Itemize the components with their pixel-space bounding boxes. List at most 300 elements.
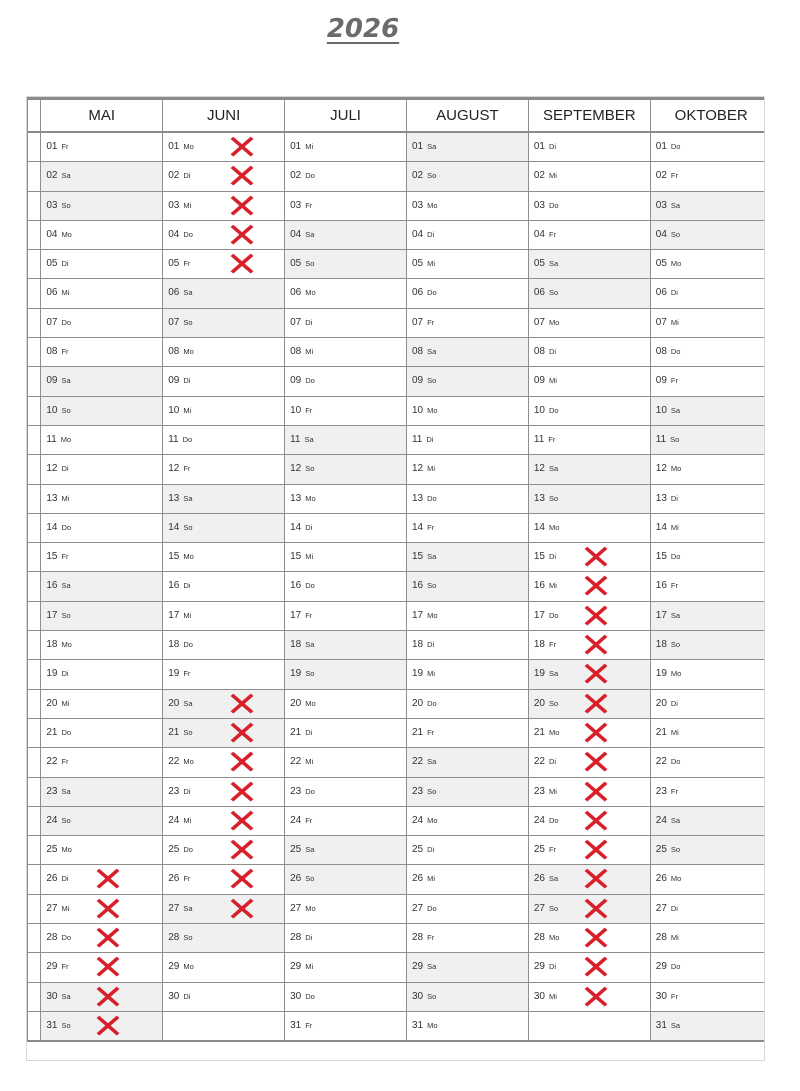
day-cell[interactable]: [528, 513, 650, 542]
day-cell[interactable]: [528, 689, 650, 718]
day-number: 01: [533, 141, 545, 152]
day-cell[interactable]: [163, 660, 285, 689]
weekday-label: Sa: [183, 903, 193, 913]
day-cell[interactable]: [406, 660, 528, 689]
day-cell[interactable]: [406, 865, 528, 894]
day-cell[interactable]: [285, 513, 407, 542]
day-number: 26: [168, 873, 180, 885]
day-cell[interactable]: [285, 455, 407, 484]
day-cell[interactable]: [285, 894, 407, 923]
weekday-label: Sa: [427, 347, 437, 357]
day-cell-content: [656, 397, 764, 425]
day-number: 03: [411, 199, 424, 211]
weekday-label: Di: [305, 317, 313, 327]
day-cell[interactable]: [406, 425, 528, 454]
weekday-label: Mi: [549, 376, 557, 386]
day-cell[interactable]: [285, 953, 407, 982]
day-cell[interactable]: [650, 689, 764, 718]
cross-mark-icon: ✕: [579, 864, 613, 895]
day-cell[interactable]: [163, 338, 285, 367]
left-margin-cell: [28, 99, 41, 133]
day-cell[interactable]: [528, 338, 650, 367]
day-cell[interactable]: [528, 777, 650, 806]
day-cell-content: [46, 279, 162, 307]
day-cell[interactable]: [528, 982, 650, 1011]
day-cell[interactable]: [528, 953, 650, 982]
day-number: 19: [290, 668, 302, 680]
day-cell[interactable]: [650, 806, 764, 835]
day-cell[interactable]: [285, 718, 407, 747]
day-cell[interactable]: [650, 1011, 764, 1041]
day-cell[interactable]: [163, 953, 285, 982]
day-cell[interactable]: [163, 162, 285, 191]
day-cell[interactable]: [41, 601, 163, 630]
cross-mark-icon: ✕: [579, 542, 613, 572]
day-cell-content: [412, 338, 528, 366]
day-cell[interactable]: [528, 836, 650, 865]
day-row: [28, 924, 765, 953]
day-cell[interactable]: [650, 748, 764, 777]
day-cell[interactable]: [285, 631, 407, 660]
weekday-label: Sa: [670, 1020, 681, 1030]
day-cell-content: [168, 133, 284, 161]
day-number: 04: [533, 228, 545, 240]
day-cell[interactable]: [163, 894, 285, 923]
day-number: 15: [46, 551, 58, 563]
day-cell[interactable]: [285, 220, 407, 249]
day-cell[interactable]: [41, 894, 163, 923]
day-cell[interactable]: [650, 308, 764, 337]
day-cell[interactable]: [41, 836, 163, 865]
day-cell[interactable]: [285, 484, 407, 513]
day-cell[interactable]: [285, 836, 407, 865]
day-number: 13: [655, 492, 667, 504]
day-cell[interactable]: [41, 982, 163, 1011]
day-cell[interactable]: [163, 982, 285, 1011]
day-cell[interactable]: [650, 396, 764, 425]
day-cell[interactable]: [406, 718, 528, 747]
weekday-label: Mo: [61, 845, 72, 855]
day-cell[interactable]: [285, 250, 407, 279]
day-number: 30: [290, 990, 302, 1002]
day-cell[interactable]: [285, 308, 407, 337]
day-cell[interactable]: [528, 894, 650, 923]
day-cell[interactable]: [528, 572, 650, 601]
day-cell[interactable]: [406, 601, 528, 630]
day-cell[interactable]: [163, 689, 285, 718]
day-number: 26: [411, 873, 424, 885]
day-cell[interactable]: [650, 162, 764, 191]
day-cell[interactable]: [285, 982, 407, 1011]
day-cell[interactable]: [285, 601, 407, 630]
day-cell[interactable]: [41, 806, 163, 835]
day-cell[interactable]: [41, 748, 163, 777]
cross-mark-icon: ✕: [225, 864, 259, 895]
day-cell-content: [290, 1012, 406, 1040]
day-row: [28, 279, 765, 308]
day-cell[interactable]: [41, 513, 163, 542]
weekday-label: Mo: [60, 434, 72, 444]
day-cell[interactable]: [41, 543, 163, 572]
day-cell[interactable]: [163, 572, 285, 601]
day-cell[interactable]: [650, 220, 764, 249]
day-cell[interactable]: [41, 191, 163, 220]
day-cell[interactable]: [41, 484, 163, 513]
day-cell[interactable]: [285, 191, 407, 220]
day-cell[interactable]: [163, 220, 285, 249]
weekday-label: Mo: [183, 962, 194, 972]
day-cell[interactable]: [285, 396, 407, 425]
day-cell[interactable]: [285, 689, 407, 718]
day-cell[interactable]: [406, 806, 528, 835]
day-cell[interactable]: [163, 279, 285, 308]
day-cell[interactable]: [163, 250, 285, 279]
day-cell[interactable]: [285, 279, 407, 308]
day-cell[interactable]: [528, 308, 650, 337]
day-cell[interactable]: [41, 132, 163, 162]
day-cell[interactable]: [41, 953, 163, 982]
day-cell[interactable]: [650, 777, 764, 806]
day-number: 22: [655, 756, 667, 768]
day-cell[interactable]: [285, 338, 407, 367]
left-margin-cell: [28, 777, 41, 806]
day-cell[interactable]: [41, 777, 163, 806]
day-number: 10: [655, 404, 667, 416]
weekday-label: So: [305, 874, 315, 884]
day-cell[interactable]: [528, 543, 650, 572]
day-number: 28: [533, 932, 545, 944]
weekday-label: Do: [670, 142, 681, 151]
weekday-label: Mi: [670, 522, 679, 532]
day-cell[interactable]: [163, 836, 285, 865]
day-cell[interactable]: [406, 953, 528, 982]
day-cell[interactable]: [406, 132, 528, 162]
day-cell[interactable]: [406, 279, 528, 308]
day-cell[interactable]: [528, 132, 650, 162]
day-number: 12: [290, 463, 302, 475]
weekday-label: Di: [61, 874, 69, 884]
weekday-label: Do: [427, 903, 437, 913]
month-header-september: SEPTEMBER: [528, 99, 650, 133]
cross-mark-icon: ✕: [579, 923, 613, 953]
day-cell[interactable]: [163, 806, 285, 835]
day-number: 03: [655, 199, 667, 211]
day-cell[interactable]: [650, 425, 764, 454]
day-cell[interactable]: [650, 631, 764, 660]
day-cell-content: [290, 631, 406, 659]
day-cell[interactable]: [163, 718, 285, 747]
day-number: 17: [411, 609, 424, 621]
day-cell[interactable]: [285, 367, 407, 396]
day-cell[interactable]: [650, 338, 764, 367]
day-number: 13: [290, 492, 302, 504]
day-number: 29: [290, 961, 302, 973]
day-cell[interactable]: [285, 660, 407, 689]
day-cell[interactable]: [41, 718, 163, 747]
day-cell[interactable]: [41, 455, 163, 484]
day-cell[interactable]: [528, 220, 650, 249]
day-cell[interactable]: [528, 250, 650, 279]
day-cell[interactable]: [406, 513, 528, 542]
day-cell[interactable]: [406, 220, 528, 249]
day-cell[interactable]: [528, 191, 650, 220]
day-cell[interactable]: [528, 367, 650, 396]
day-cell[interactable]: [406, 396, 528, 425]
day-cell[interactable]: [406, 367, 528, 396]
day-cell-content: [290, 455, 406, 483]
day-cell[interactable]: [650, 865, 764, 894]
day-cell[interactable]: [528, 484, 650, 513]
weekday-label: Di: [427, 229, 435, 239]
day-cell-content: [534, 309, 650, 337]
day-cell[interactable]: [285, 425, 407, 454]
day-cell[interactable]: [528, 601, 650, 630]
day-cell[interactable]: [650, 894, 764, 923]
day-cell[interactable]: [528, 748, 650, 777]
day-cell[interactable]: [41, 396, 163, 425]
day-cell[interactable]: [406, 894, 528, 923]
day-number: 15: [655, 551, 667, 563]
day-cell[interactable]: [163, 191, 285, 220]
day-cell-content: [534, 602, 650, 630]
day-number: 27: [655, 902, 667, 914]
day-cell[interactable]: [650, 982, 764, 1011]
day-number: 11: [168, 433, 179, 445]
day-cell-content: [290, 397, 406, 425]
day-number: 09: [290, 375, 302, 387]
day-cell[interactable]: [41, 924, 163, 953]
day-number: 18: [411, 639, 424, 651]
day-cell-content: [412, 924, 528, 952]
left-margin-cell: [28, 191, 41, 220]
day-number: 06: [655, 287, 667, 299]
weekday-label: So: [549, 903, 559, 913]
day-cell[interactable]: [528, 455, 650, 484]
weekday-label: Sa: [61, 581, 71, 591]
day-cell[interactable]: [163, 425, 285, 454]
day-cell[interactable]: [406, 484, 528, 513]
day-cell[interactable]: [41, 631, 163, 660]
day-cell[interactable]: [650, 279, 764, 308]
day-cell-content: [290, 690, 406, 718]
day-cell[interactable]: [406, 191, 528, 220]
day-cell[interactable]: [41, 162, 163, 191]
day-cell[interactable]: [528, 865, 650, 894]
weekday-label: Di: [61, 259, 69, 269]
day-cell-content: [168, 367, 284, 395]
day-number: 18: [533, 639, 545, 651]
day-cell[interactable]: [163, 484, 285, 513]
day-cell[interactable]: [650, 718, 764, 747]
day-cell[interactable]: [163, 631, 285, 660]
day-cell[interactable]: [285, 865, 407, 894]
day-cell[interactable]: [528, 396, 650, 425]
day-cell[interactable]: [163, 367, 285, 396]
day-cell[interactable]: [41, 865, 163, 894]
weekday-label: Sa: [305, 640, 315, 650]
day-cell-content: [46, 192, 162, 220]
day-cell[interactable]: [163, 396, 285, 425]
day-number: 02: [168, 170, 180, 182]
day-cell[interactable]: [41, 220, 163, 249]
day-cell-content: [168, 865, 284, 893]
day-cell[interactable]: [406, 631, 528, 660]
weekday-label: Do: [61, 317, 72, 327]
weekday-label: Sa: [670, 610, 681, 620]
day-cell[interactable]: [41, 425, 163, 454]
day-cell-content: [412, 660, 528, 688]
day-cell[interactable]: [406, 777, 528, 806]
day-cell[interactable]: [163, 543, 285, 572]
day-cell[interactable]: [650, 543, 764, 572]
day-cell[interactable]: [41, 572, 163, 601]
day-number: 30: [46, 990, 58, 1002]
day-cell[interactable]: [406, 455, 528, 484]
day-cell-content: [46, 221, 162, 249]
day-cell-content: [412, 865, 528, 893]
day-cell[interactable]: [41, 338, 163, 367]
weekday-label: Di: [183, 991, 191, 1001]
day-cell[interactable]: [285, 162, 407, 191]
day-cell[interactable]: [406, 748, 528, 777]
day-cell[interactable]: [650, 953, 764, 982]
day-cell[interactable]: [528, 718, 650, 747]
cross-mark-icon: ✕: [225, 747, 259, 778]
day-cell-content: [168, 631, 284, 659]
day-cell-content: [168, 572, 284, 600]
day-cell[interactable]: [163, 513, 285, 542]
day-cell[interactable]: [285, 748, 407, 777]
day-cell[interactable]: [163, 924, 285, 953]
day-number: 31: [46, 1019, 58, 1031]
day-cell[interactable]: [163, 455, 285, 484]
day-cell-content: [656, 133, 764, 161]
weekday-label: So: [427, 171, 437, 181]
day-cell[interactable]: [41, 689, 163, 718]
weekday-label: Di: [549, 962, 557, 972]
day-cell[interactable]: [650, 924, 764, 953]
day-cell[interactable]: [285, 777, 407, 806]
day-cell[interactable]: [650, 601, 764, 630]
day-cell[interactable]: [41, 308, 163, 337]
day-cell[interactable]: [650, 513, 764, 542]
cross-mark-icon: ✕: [225, 161, 259, 192]
day-cell[interactable]: [650, 132, 764, 162]
day-number: 24: [655, 814, 667, 826]
day-cell[interactable]: [406, 924, 528, 953]
day-cell[interactable]: [163, 308, 285, 337]
day-cell[interactable]: [650, 367, 764, 396]
day-cell[interactable]: [41, 1011, 163, 1041]
day-cell[interactable]: [285, 806, 407, 835]
weekday-label: Do: [427, 698, 437, 708]
day-cell[interactable]: [406, 1011, 528, 1041]
day-cell[interactable]: [528, 806, 650, 835]
day-cell-content: [656, 719, 764, 747]
day-cell[interactable]: [41, 250, 163, 279]
day-number: 11: [411, 433, 423, 445]
day-number: 06: [533, 287, 545, 299]
day-cell-content: [46, 953, 162, 981]
weekday-label: Do: [670, 757, 681, 767]
day-cell[interactable]: [406, 982, 528, 1011]
day-number: 21: [290, 726, 302, 738]
day-number: 25: [533, 844, 545, 856]
weekday-label: Fr: [305, 1020, 313, 1030]
weekday-label: Fr: [427, 727, 435, 737]
day-cell[interactable]: [163, 601, 285, 630]
day-cell[interactable]: [650, 455, 764, 484]
day-cell[interactable]: [163, 132, 285, 162]
day-cell[interactable]: [406, 689, 528, 718]
weekday-label: Mo: [183, 552, 194, 562]
day-cell[interactable]: [528, 660, 650, 689]
day-number: 10: [411, 404, 424, 416]
day-row: [28, 513, 765, 542]
day-cell[interactable]: [41, 367, 163, 396]
day-row: [28, 220, 765, 249]
day-cell[interactable]: [406, 836, 528, 865]
day-cell[interactable]: [285, 1011, 407, 1041]
day-cell[interactable]: [650, 191, 764, 220]
day-cell[interactable]: [650, 836, 764, 865]
month-header-juli: JULI: [285, 99, 407, 133]
left-margin-cell: [28, 455, 41, 484]
weekday-label: Fr: [183, 669, 191, 679]
day-cell-content: [168, 192, 284, 220]
day-cell[interactable]: [406, 543, 528, 572]
day-cell[interactable]: [163, 777, 285, 806]
day-cell[interactable]: [528, 162, 650, 191]
day-cell[interactable]: [406, 250, 528, 279]
day-cell[interactable]: [650, 484, 764, 513]
day-cell-content: [168, 514, 284, 542]
weekday-label: Sa: [670, 815, 681, 825]
day-number: 01: [168, 141, 180, 152]
day-cell[interactable]: [285, 132, 407, 162]
day-cell[interactable]: [163, 748, 285, 777]
day-cell[interactable]: [528, 425, 650, 454]
day-cell[interactable]: [650, 572, 764, 601]
day-cell[interactable]: [528, 631, 650, 660]
day-cell[interactable]: [285, 924, 407, 953]
day-number: 04: [168, 228, 180, 240]
day-cell[interactable]: [163, 865, 285, 894]
day-cell[interactable]: [650, 660, 764, 689]
day-number: 20: [533, 697, 545, 709]
day-cell-content: [46, 807, 162, 835]
day-cell[interactable]: [41, 660, 163, 689]
day-cell[interactable]: [41, 279, 163, 308]
day-cell[interactable]: [406, 308, 528, 337]
day-cell[interactable]: [406, 572, 528, 601]
day-number: 29: [46, 961, 58, 973]
day-number: 12: [411, 463, 424, 475]
day-cell[interactable]: [406, 338, 528, 367]
day-cell-content: [290, 572, 406, 600]
day-cell[interactable]: [528, 279, 650, 308]
day-cell[interactable]: [285, 572, 407, 601]
day-cell[interactable]: [406, 162, 528, 191]
day-cell-content: [46, 836, 162, 864]
month-header-juni: JUNI: [163, 99, 285, 133]
day-cell-content: [46, 572, 162, 600]
day-cell-content: [46, 133, 162, 161]
day-cell-content: [290, 221, 406, 249]
day-cell[interactable]: [285, 543, 407, 572]
day-cell[interactable]: [528, 924, 650, 953]
day-cell[interactable]: [650, 250, 764, 279]
